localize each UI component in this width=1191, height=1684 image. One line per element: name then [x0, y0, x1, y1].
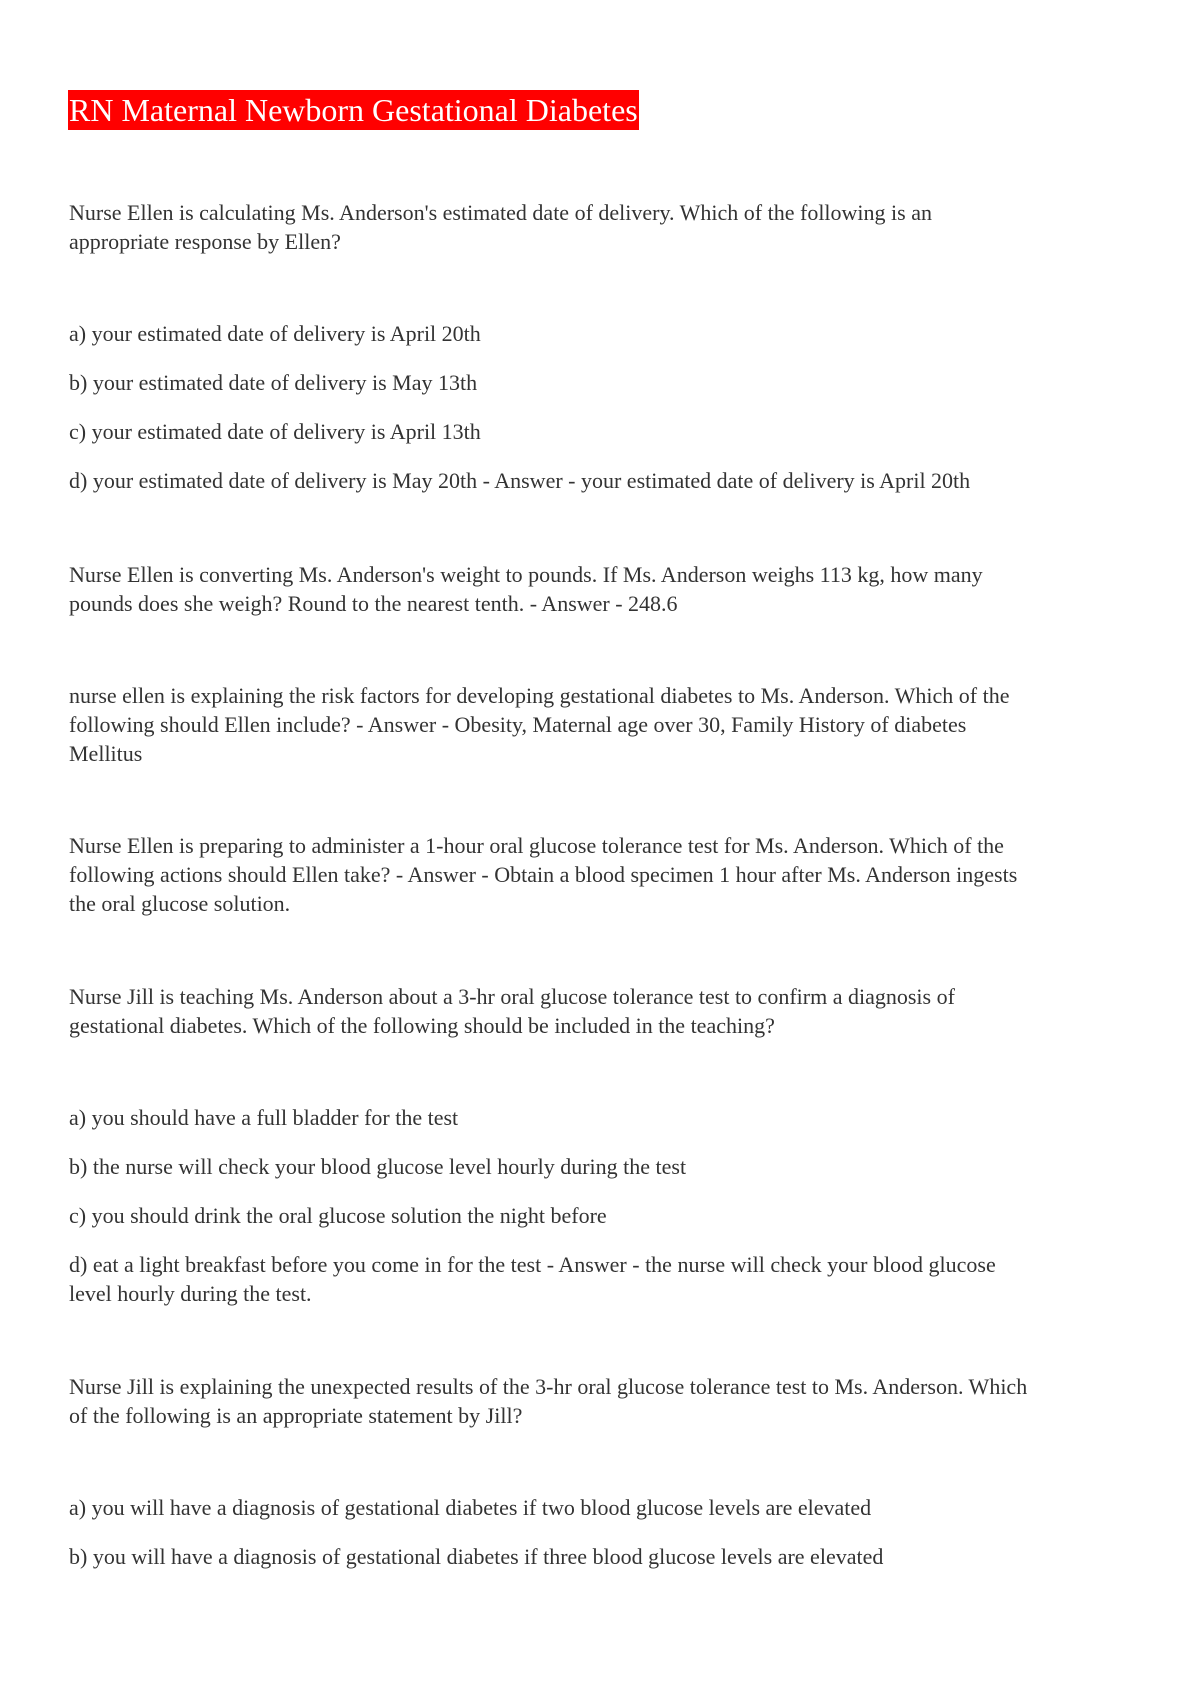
- question-1-option-b: b) your estimated date of delivery is May 13th: [69, 370, 478, 395]
- question-6-option-b: b) you will have a diagnosis of gestational diabetes if three blood glucose levels are elevated: [69, 1544, 884, 1569]
- question-1-line-1: Nurse Ellen is calculating Ms. Anderson's estimated date of delivery. Which of the following is an: [69, 200, 932, 225]
- question-5-option-c: c) you should drink the oral glucose solution the night before: [69, 1203, 607, 1228]
- question-3-line-2: following should Ellen include? - Answer - Obesity, Maternal age over 30, Family History of diabetes: [69, 712, 967, 737]
- question-2-line-1: Nurse Ellen is converting Ms. Anderson's weight to pounds. If Ms. Anderson weighs 113 kg, how many: [69, 562, 983, 587]
- question-1-line-2: appropriate response by Ellen?: [69, 229, 341, 254]
- question-3-line-1: nurse ellen is explaining the risk factors for developing gestational diabetes to Ms. Anderson. Which of the: [69, 683, 1010, 708]
- question-2-line-2: pounds does she weigh? Round to the nearest tenth. - Answer - 248.6: [69, 591, 678, 616]
- question-6-option-a: a) you will have a diagnosis of gestational diabetes if two blood glucose levels are elevated: [69, 1495, 872, 1520]
- question-1-option-d: d) your estimated date of delivery is May 20th - Answer - your estimated date of delivery is April 20th: [69, 468, 971, 493]
- question-4-line-2: following actions should Ellen take? - Answer - Obtain a blood specimen 1 hour after Ms. Anderson ingests: [69, 862, 1018, 887]
- question-5-option-d-line-2: level hourly during the test.: [69, 1281, 312, 1306]
- question-3-line-3: Mellitus: [69, 741, 143, 766]
- question-1-option-c: c) your estimated date of delivery is April 13th: [69, 419, 481, 444]
- question-5-option-d-line-1: d) eat a light breakfast before you come in for the test - Answer - the nurse will check your blood glucose: [69, 1252, 996, 1277]
- question-5-line-1: Nurse Jill is teaching Ms. Anderson about a 3-hr oral glucose tolerance test to confirm a diagnosis of: [69, 984, 955, 1009]
- question-6-line-2: of the following is an appropriate statement by Jill?: [69, 1403, 523, 1428]
- document-title: RN Maternal Newborn Gestational Diabetes: [69, 92, 638, 128]
- question-5-option-b: b) the nurse will check your blood glucose level hourly during the test: [69, 1154, 687, 1179]
- question-5-line-2: gestational diabetes. Which of the following should be included in the teaching?: [69, 1013, 775, 1038]
- question-4-line-1: Nurse Ellen is preparing to administer a 1-hour oral glucose tolerance test for Ms. Anderson. Which of the: [69, 833, 1004, 858]
- question-6-line-1: Nurse Jill is explaining the unexpected results of the 3-hr oral glucose tolerance test to Ms. Anderson. Which: [69, 1374, 1028, 1399]
- question-5-option-a: a) you should have a full bladder for the test: [69, 1105, 459, 1130]
- question-1-option-a: a) your estimated date of delivery is April 20th: [69, 321, 481, 346]
- question-4-line-3: the oral glucose solution.: [69, 891, 291, 916]
